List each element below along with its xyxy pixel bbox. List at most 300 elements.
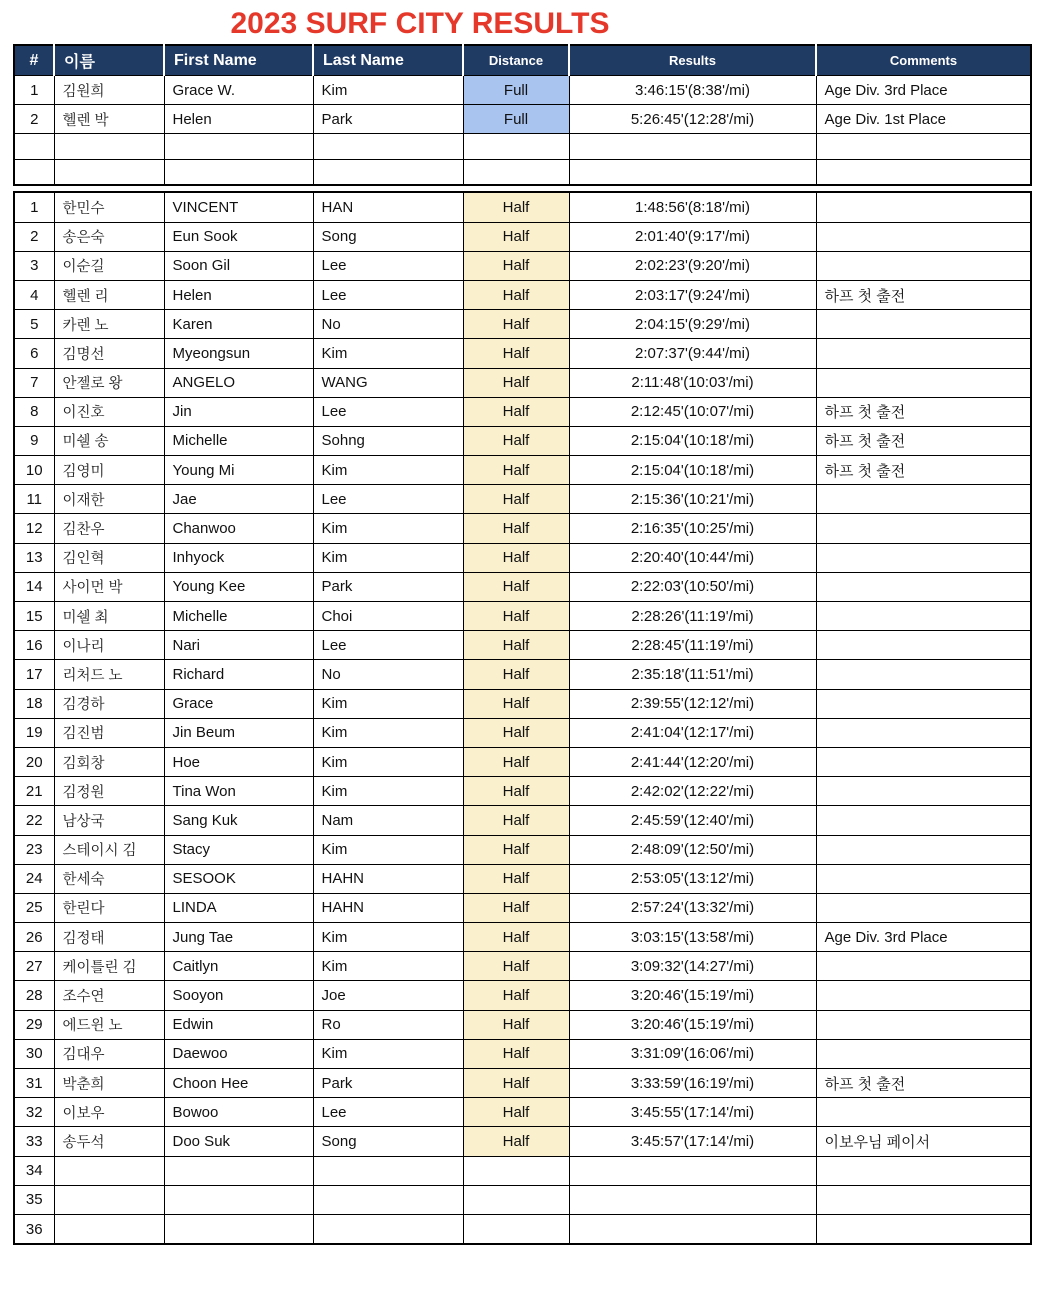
cell-results: 3:45:55'(17:14'/mi) xyxy=(569,1098,816,1127)
cell-comments xyxy=(816,159,1031,185)
cell-distance: Half xyxy=(463,543,569,572)
cell-comments xyxy=(816,514,1031,543)
cell-comments xyxy=(816,747,1031,776)
cell-last-name: Kim xyxy=(313,543,463,572)
cell-first-name: Michelle xyxy=(164,426,313,455)
cell-last-name: Ro xyxy=(313,1010,463,1039)
cell-distance xyxy=(463,159,569,185)
cell-korean-name: 송은숙 xyxy=(54,222,164,251)
table-row xyxy=(14,1156,1031,1185)
cell-number: 23 xyxy=(14,835,54,864)
cell-results: 2:41:04'(12:17'/mi) xyxy=(569,718,816,747)
cell-distance: Half xyxy=(463,689,569,718)
cell-distance xyxy=(463,1214,569,1244)
cell-results xyxy=(569,1156,816,1185)
cell-korean-name xyxy=(54,159,164,185)
cell-distance: Half xyxy=(463,1127,569,1156)
separator-row xyxy=(14,134,1031,160)
cell-number: 7 xyxy=(14,368,54,397)
cell-number: 19 xyxy=(14,718,54,747)
cell-results: 2:48:09'(12:50'/mi) xyxy=(569,835,816,864)
cell-comments xyxy=(816,718,1031,747)
cell-first-name: Daewoo xyxy=(164,1039,313,1068)
table-row xyxy=(14,1069,1031,1098)
table-row xyxy=(14,835,1031,864)
table-row xyxy=(14,1010,1031,1039)
cell-korean-name xyxy=(54,1214,164,1244)
cell-distance: Half xyxy=(463,952,569,981)
cell-comments xyxy=(816,777,1031,806)
cell-distance: Half xyxy=(463,806,569,835)
cell-korean-name: 박춘희 xyxy=(54,1069,164,1098)
cell-last-name: Choi xyxy=(313,602,463,631)
cell-last-name xyxy=(313,1156,463,1185)
cell-results: 3:09:32'(14:27'/mi) xyxy=(569,952,816,981)
cell-number: 28 xyxy=(14,981,54,1010)
table-row xyxy=(14,485,1031,514)
cell-first-name: Jin xyxy=(164,397,313,426)
table-row xyxy=(14,105,1031,134)
cell-first-name xyxy=(164,1185,313,1214)
table-row xyxy=(14,1185,1031,1214)
cell-number: 21 xyxy=(14,777,54,806)
cell-korean-name: 이보우 xyxy=(54,1098,164,1127)
cell-first-name: ANGELO xyxy=(164,368,313,397)
cell-last-name: Park xyxy=(313,1069,463,1098)
cell-number: 27 xyxy=(14,952,54,981)
cell-results: 2:07:37'(9:44'/mi) xyxy=(569,339,816,368)
cell-results xyxy=(569,159,816,185)
cell-first-name: Eun Sook xyxy=(164,222,313,251)
cell-comments xyxy=(816,192,1031,222)
table-row xyxy=(14,747,1031,776)
cell-last-name: Kim xyxy=(313,514,463,543)
cell-distance: Half xyxy=(463,572,569,601)
cell-comments: Age Div. 3rd Place xyxy=(816,76,1031,105)
cell-distance xyxy=(463,134,569,160)
table-row xyxy=(14,572,1031,601)
cell-comments xyxy=(816,251,1031,280)
cell-comments xyxy=(816,485,1031,514)
cell-distance: Half xyxy=(463,426,569,455)
column-header-korean-name: 이름 xyxy=(54,45,164,76)
cell-comments xyxy=(816,134,1031,160)
cell-korean-name: 케이틀린 김 xyxy=(54,952,164,981)
cell-comments xyxy=(816,864,1031,893)
cell-last-name: Kim xyxy=(313,747,463,776)
table-row xyxy=(14,543,1031,572)
cell-number: 18 xyxy=(14,689,54,718)
cell-comments xyxy=(816,689,1031,718)
cell-korean-name: 송두석 xyxy=(54,1127,164,1156)
cell-last-name: Kim xyxy=(313,339,463,368)
cell-distance: Half xyxy=(463,222,569,251)
cell-number: 24 xyxy=(14,864,54,893)
cell-last-name: Kim xyxy=(313,777,463,806)
cell-number: 25 xyxy=(14,893,54,922)
cell-korean-name: 헬렌 박 xyxy=(54,105,164,134)
cell-number: 1 xyxy=(14,192,54,222)
cell-last-name: Park xyxy=(313,105,463,134)
cell-last-name: Kim xyxy=(313,456,463,485)
cell-last-name: WANG xyxy=(313,368,463,397)
cell-korean-name: 이진호 xyxy=(54,397,164,426)
cell-distance: Full xyxy=(463,105,569,134)
cell-results: 3:03:15'(13:58'/mi) xyxy=(569,923,816,952)
cell-comments xyxy=(816,893,1031,922)
cell-first-name xyxy=(164,159,313,185)
cell-korean-name: 리처드 노 xyxy=(54,660,164,689)
cell-distance: Half xyxy=(463,981,569,1010)
cell-number: 33 xyxy=(14,1127,54,1156)
cell-first-name: Young Mi xyxy=(164,456,313,485)
table-row xyxy=(14,660,1031,689)
cell-last-name: No xyxy=(313,660,463,689)
cell-first-name: Richard xyxy=(164,660,313,689)
cell-number: 12 xyxy=(14,514,54,543)
cell-korean-name: 김회창 xyxy=(54,747,164,776)
cell-korean-name: 한린다 xyxy=(54,893,164,922)
cell-last-name: Kim xyxy=(313,718,463,747)
table-row xyxy=(14,368,1031,397)
cell-results xyxy=(569,134,816,160)
cell-distance: Half xyxy=(463,864,569,893)
cell-number: 2 xyxy=(14,222,54,251)
cell-number: 9 xyxy=(14,426,54,455)
cell-comments: 하프 첫 출전 xyxy=(816,280,1031,309)
cell-last-name: HAHN xyxy=(313,893,463,922)
cell-first-name: Jung Tae xyxy=(164,923,313,952)
results-table-full-section xyxy=(13,44,1032,186)
cell-last-name: Lee xyxy=(313,485,463,514)
table-row xyxy=(14,251,1031,280)
cell-number: 15 xyxy=(14,602,54,631)
cell-number: 3 xyxy=(14,251,54,280)
cell-comments xyxy=(816,835,1031,864)
cell-last-name: Joe xyxy=(313,981,463,1010)
cell-distance xyxy=(463,1185,569,1214)
cell-results: 2:01:40'(9:17'/mi) xyxy=(569,222,816,251)
cell-first-name: Sooyon xyxy=(164,981,313,1010)
cell-results: 2:20:40'(10:44'/mi) xyxy=(569,543,816,572)
cell-last-name: No xyxy=(313,310,463,339)
cell-results xyxy=(569,1185,816,1214)
cell-number: 8 xyxy=(14,397,54,426)
cell-comments xyxy=(816,222,1031,251)
cell-results: 2:45:59'(12:40'/mi) xyxy=(569,806,816,835)
cell-korean-name: 미쉘 최 xyxy=(54,602,164,631)
cell-korean-name: 한세숙 xyxy=(54,864,164,893)
cell-results: 2:28:26'(11:19'/mi) xyxy=(569,602,816,631)
cell-first-name: Soon Gil xyxy=(164,251,313,280)
table-row xyxy=(14,602,1031,631)
cell-results: 2:03:17'(9:24'/mi) xyxy=(569,280,816,309)
cell-first-name: Michelle xyxy=(164,602,313,631)
cell-first-name: SESOOK xyxy=(164,864,313,893)
cell-distance xyxy=(463,1156,569,1185)
cell-results: 2:15:04'(10:18'/mi) xyxy=(569,456,816,485)
cell-results: 3:20:46'(15:19'/mi) xyxy=(569,981,816,1010)
cell-number: 1 xyxy=(14,76,54,105)
cell-results: 2:12:45'(10:07'/mi) xyxy=(569,397,816,426)
table-row xyxy=(14,864,1031,893)
cell-distance: Half xyxy=(463,192,569,222)
cell-number: 29 xyxy=(14,1010,54,1039)
cell-first-name: Nari xyxy=(164,631,313,660)
cell-results: 3:46:15'(8:38'/mi) xyxy=(569,76,816,105)
cell-korean-name: 남상국 xyxy=(54,806,164,835)
cell-results: 2:57:24'(13:32'/mi) xyxy=(569,893,816,922)
cell-results: 2:42:02'(12:22'/mi) xyxy=(569,777,816,806)
cell-distance: Half xyxy=(463,602,569,631)
cell-number: 34 xyxy=(14,1156,54,1185)
table-row xyxy=(14,1214,1031,1244)
cell-korean-name: 김영미 xyxy=(54,456,164,485)
cell-number xyxy=(14,134,54,160)
cell-comments: Age Div. 1st Place xyxy=(816,105,1031,134)
column-header-last-name: Last Name xyxy=(313,45,463,76)
cell-korean-name: 카렌 노 xyxy=(54,310,164,339)
cell-comments xyxy=(816,602,1031,631)
cell-comments: 하프 첫 출전 xyxy=(816,426,1031,455)
cell-last-name: Park xyxy=(313,572,463,601)
cell-results: 1:48:56'(8:18'/mi) xyxy=(569,192,816,222)
cell-number: 6 xyxy=(14,339,54,368)
cell-first-name: Myeongsun xyxy=(164,339,313,368)
cell-distance: Half xyxy=(463,660,569,689)
cell-results: 5:26:45'(12:28'/mi) xyxy=(569,105,816,134)
cell-distance: Half xyxy=(463,339,569,368)
cell-number: 10 xyxy=(14,456,54,485)
cell-korean-name: 한민수 xyxy=(54,192,164,222)
cell-first-name xyxy=(164,134,313,160)
cell-last-name: Song xyxy=(313,222,463,251)
cell-korean-name: 김인혁 xyxy=(54,543,164,572)
cell-distance: Full xyxy=(463,76,569,105)
cell-distance: Half xyxy=(463,514,569,543)
table-row xyxy=(14,456,1031,485)
cell-results: 2:16:35'(10:25'/mi) xyxy=(569,514,816,543)
cell-first-name: Sang Kuk xyxy=(164,806,313,835)
table-row xyxy=(14,806,1031,835)
cell-number: 17 xyxy=(14,660,54,689)
cell-comments xyxy=(816,543,1031,572)
cell-number: 20 xyxy=(14,747,54,776)
cell-korean-name: 김정원 xyxy=(54,777,164,806)
cell-last-name: Lee xyxy=(313,251,463,280)
cell-results: 2:39:55'(12:12'/mi) xyxy=(569,689,816,718)
cell-number: 16 xyxy=(14,631,54,660)
table-row xyxy=(14,339,1031,368)
cell-korean-name: 김진범 xyxy=(54,718,164,747)
cell-last-name: Lee xyxy=(313,1098,463,1127)
column-header-first-name: First Name xyxy=(164,45,313,76)
cell-distance: Half xyxy=(463,280,569,309)
cell-korean-name: 미쉘 송 xyxy=(54,426,164,455)
cell-comments xyxy=(816,572,1031,601)
column-header-number: # xyxy=(14,45,54,76)
cell-first-name: Bowoo xyxy=(164,1098,313,1127)
cell-first-name: Jin Beum xyxy=(164,718,313,747)
cell-distance: Half xyxy=(463,368,569,397)
cell-last-name: Lee xyxy=(313,397,463,426)
cell-number: 4 xyxy=(14,280,54,309)
table-row xyxy=(14,718,1031,747)
cell-first-name: Tina Won xyxy=(164,777,313,806)
cell-korean-name: 김경하 xyxy=(54,689,164,718)
cell-results: 3:20:46'(15:19'/mi) xyxy=(569,1010,816,1039)
table-row xyxy=(14,893,1031,922)
table-row xyxy=(14,310,1031,339)
cell-number: 5 xyxy=(14,310,54,339)
cell-korean-name: 사이먼 박 xyxy=(54,572,164,601)
table-row xyxy=(14,923,1031,952)
cell-results: 2:04:15'(9:29'/mi) xyxy=(569,310,816,339)
cell-results: 2:11:48'(10:03'/mi) xyxy=(569,368,816,397)
cell-number: 32 xyxy=(14,1098,54,1127)
cell-results: 2:41:44'(12:20'/mi) xyxy=(569,747,816,776)
table-row xyxy=(14,1127,1031,1156)
cell-first-name: Hoe xyxy=(164,747,313,776)
cell-korean-name: 김정태 xyxy=(54,923,164,952)
cell-first-name: Helen xyxy=(164,280,313,309)
table-row xyxy=(14,631,1031,660)
cell-korean-name: 안젤로 왕 xyxy=(54,368,164,397)
cell-first-name: Choon Hee xyxy=(164,1069,313,1098)
cell-last-name xyxy=(313,159,463,185)
cell-distance: Half xyxy=(463,1039,569,1068)
cell-last-name xyxy=(313,1214,463,1244)
cell-korean-name: 김찬우 xyxy=(54,514,164,543)
cell-last-name xyxy=(313,134,463,160)
column-header-comments: Comments xyxy=(816,45,1031,76)
cell-korean-name xyxy=(54,1185,164,1214)
cell-first-name: Grace xyxy=(164,689,313,718)
cell-last-name: Kim xyxy=(313,689,463,718)
page-title: 2023 SURF CITY RESULTS xyxy=(230,7,610,40)
cell-korean-name xyxy=(54,134,164,160)
cell-number: 31 xyxy=(14,1069,54,1098)
cell-korean-name: 조수연 xyxy=(54,981,164,1010)
cell-comments: Age Div. 3rd Place xyxy=(816,923,1031,952)
cell-last-name: Sohng xyxy=(313,426,463,455)
cell-number xyxy=(14,159,54,185)
cell-first-name: Helen xyxy=(164,105,313,134)
cell-comments xyxy=(816,368,1031,397)
cell-distance: Half xyxy=(463,631,569,660)
table-row xyxy=(14,689,1031,718)
cell-number: 35 xyxy=(14,1185,54,1214)
cell-first-name: VINCENT xyxy=(164,192,313,222)
cell-first-name: Karen xyxy=(164,310,313,339)
cell-results: 3:33:59'(16:19'/mi) xyxy=(569,1069,816,1098)
table-row xyxy=(14,514,1031,543)
column-header-results: Results xyxy=(569,45,816,76)
cell-korean-name xyxy=(54,1156,164,1185)
cell-korean-name: 김대우 xyxy=(54,1039,164,1068)
cell-distance: Half xyxy=(463,923,569,952)
cell-last-name: Kim xyxy=(313,923,463,952)
cell-first-name xyxy=(164,1214,313,1244)
cell-results: 2:15:36'(10:21'/mi) xyxy=(569,485,816,514)
cell-last-name: Lee xyxy=(313,631,463,660)
results-table-half-section xyxy=(13,191,1032,1245)
cell-distance: Half xyxy=(463,310,569,339)
cell-comments: 하프 첫 출전 xyxy=(816,397,1031,426)
cell-comments xyxy=(816,339,1031,368)
cell-comments xyxy=(816,952,1031,981)
cell-results: 2:35:18'(11:51'/mi) xyxy=(569,660,816,689)
cell-korean-name: 이나리 xyxy=(54,631,164,660)
cell-comments xyxy=(816,631,1031,660)
cell-last-name: Kim xyxy=(313,952,463,981)
cell-korean-name: 에드윈 노 xyxy=(54,1010,164,1039)
cell-last-name: Song xyxy=(313,1127,463,1156)
table-row xyxy=(14,280,1031,309)
table-row xyxy=(14,1039,1031,1068)
cell-comments xyxy=(816,1185,1031,1214)
cell-results: 3:45:57'(17:14'/mi) xyxy=(569,1127,816,1156)
cell-number: 30 xyxy=(14,1039,54,1068)
cell-first-name: Jae xyxy=(164,485,313,514)
cell-comments xyxy=(816,1156,1031,1185)
cell-distance: Half xyxy=(463,251,569,280)
cell-results xyxy=(569,1214,816,1244)
cell-korean-name: 이재한 xyxy=(54,485,164,514)
column-header-distance: Distance xyxy=(463,45,569,76)
cell-comments xyxy=(816,806,1031,835)
table-row xyxy=(14,192,1031,222)
cell-first-name: Caitlyn xyxy=(164,952,313,981)
cell-first-name: Edwin xyxy=(164,1010,313,1039)
cell-distance: Half xyxy=(463,893,569,922)
table-row xyxy=(14,397,1031,426)
cell-last-name: Lee xyxy=(313,280,463,309)
cell-first-name: Doo Suk xyxy=(164,1127,313,1156)
table-row xyxy=(14,952,1031,981)
cell-results: 2:22:03'(10:50'/mi) xyxy=(569,572,816,601)
cell-first-name: Young Kee xyxy=(164,572,313,601)
cell-results: 2:28:45'(11:19'/mi) xyxy=(569,631,816,660)
cell-distance: Half xyxy=(463,835,569,864)
cell-number: 26 xyxy=(14,923,54,952)
cell-comments xyxy=(816,1039,1031,1068)
cell-distance: Half xyxy=(463,456,569,485)
cell-results: 2:02:23'(9:20'/mi) xyxy=(569,251,816,280)
cell-number: 2 xyxy=(14,105,54,134)
cell-last-name: Kim xyxy=(313,835,463,864)
separator-row xyxy=(14,159,1031,185)
cell-results: 2:15:04'(10:18'/mi) xyxy=(569,426,816,455)
cell-last-name: Kim xyxy=(313,76,463,105)
cell-number: 11 xyxy=(14,485,54,514)
cell-distance: Half xyxy=(463,747,569,776)
cell-korean-name: 이순길 xyxy=(54,251,164,280)
table-row xyxy=(14,777,1031,806)
table-row xyxy=(14,426,1031,455)
cell-last-name xyxy=(313,1185,463,1214)
cell-distance: Half xyxy=(463,485,569,514)
cell-first-name xyxy=(164,1156,313,1185)
header-row xyxy=(14,45,1031,76)
table-row xyxy=(14,76,1031,105)
cell-comments xyxy=(816,1214,1031,1244)
cell-number: 14 xyxy=(14,572,54,601)
cell-comments xyxy=(816,660,1031,689)
cell-last-name: HAN xyxy=(313,192,463,222)
table-row xyxy=(14,222,1031,251)
cell-distance: Half xyxy=(463,397,569,426)
